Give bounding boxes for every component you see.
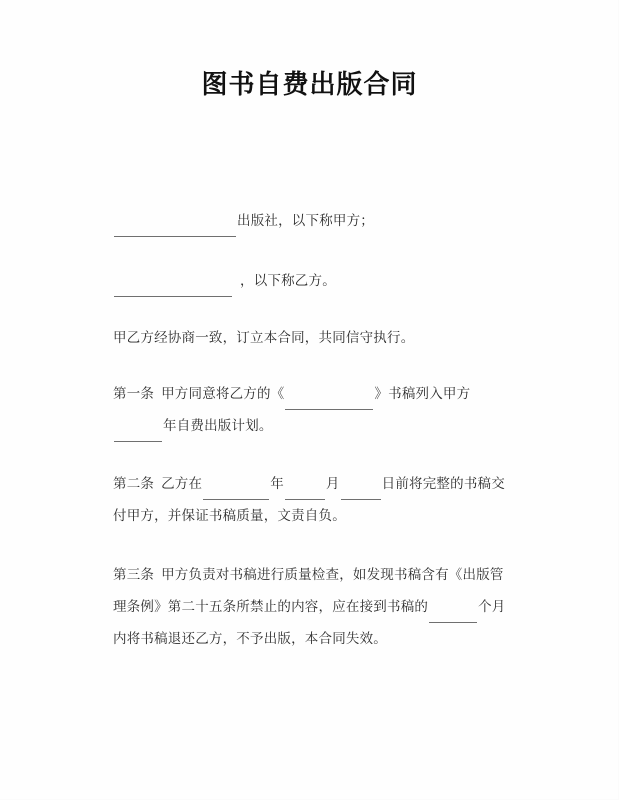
party-a-line: [113, 205, 513, 237]
document-body: [113, 205, 513, 655]
clause-1-title-blank[interactable]: [285, 395, 373, 410]
party-a-text: 出版社，以下称甲方；: [237, 213, 374, 229]
clause-2: [113, 468, 513, 532]
clause-1-text-1: 甲方同意将乙方的《: [161, 386, 285, 402]
preamble-paragraph: [113, 322, 513, 354]
party-a-blank[interactable]: [114, 222, 236, 237]
party-b-line: [113, 265, 513, 297]
clause-3-label: 第三条: [113, 567, 155, 583]
clause-2-text-3: 月: [325, 476, 340, 492]
preamble-text: 甲乙方经协商一致，订立本合同，共同信守执行。: [113, 330, 415, 346]
clause-3-text-2: 个月内将书稿退还乙方，不予出版，本合同失效。: [113, 599, 506, 647]
clause-2-text-4: 日前将完整的书稿交付甲方，并保证书稿质量，文责自负。: [113, 476, 505, 524]
clause-2-text-2: 年: [270, 476, 284, 492]
page-title: 图书自费出版合同: [201, 70, 418, 100]
clause-3-text-1: 甲方负责对书稿进行质量检查，如发现书稿含有《出版管理条例》第二十五条所禁止的内容，应在接到书稿的: [113, 567, 504, 615]
party-b-text: ，以下称乙方。: [240, 273, 336, 289]
clause-2-day-blank[interactable]: [341, 485, 381, 500]
clause-1-text-2: 》书稿列入甲方: [374, 386, 471, 402]
clause-1-year-blank[interactable]: [114, 427, 162, 442]
clause-1: [113, 378, 513, 442]
clause-1-label: 第一条: [113, 386, 155, 402]
clause-2-year-blank[interactable]: [203, 485, 269, 500]
clause-1-text-3: 年自费出版计划。: [163, 418, 273, 434]
clause-2-text-1: 乙方在: [161, 476, 203, 492]
clause-2-month-blank[interactable]: [285, 485, 325, 500]
clause-3: [113, 559, 513, 655]
clause-2-label: 第二条: [113, 476, 155, 492]
clause-3-months-blank[interactable]: [429, 608, 477, 623]
party-b-blank[interactable]: [114, 282, 232, 297]
